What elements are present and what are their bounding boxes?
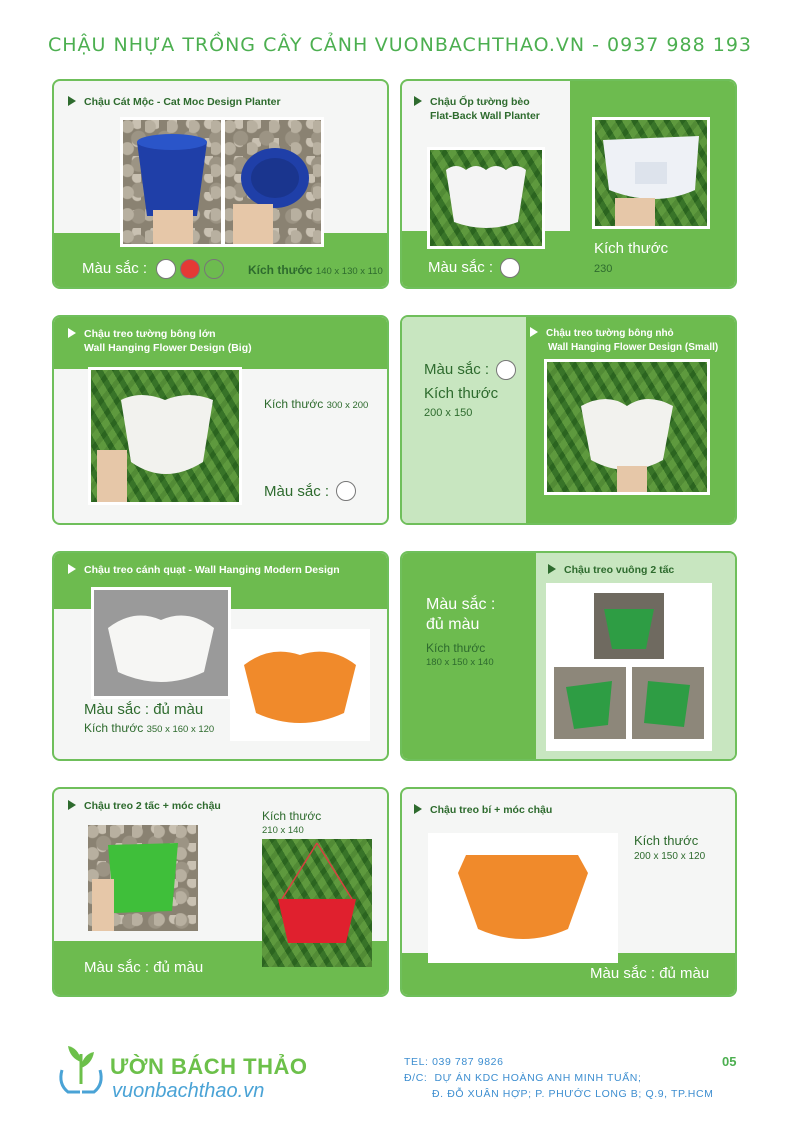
product-photo [230, 629, 370, 741]
color-label: Màu sắc : đủ màu [426, 596, 496, 633]
color-label: Màu sắc : [428, 259, 494, 276]
product-card-2tac [52, 787, 389, 997]
triangle-bullet-icon [548, 564, 556, 574]
size-value: 210 x 140 [262, 825, 304, 836]
color-swatch-icon [156, 259, 176, 279]
product-card-bi [400, 787, 737, 997]
product-photo [222, 117, 324, 247]
size-value: 200 x 150 x 120 [634, 851, 706, 862]
product-title: Chậu treo bí + móc chậu [414, 803, 552, 817]
address-line-1: DỰ ÁN KDC HOÀNG ANH MINH TUẤN; [434, 1072, 642, 1084]
product-card-flower-small [400, 315, 737, 525]
product-title: Chậu treo tường bông nhỏ Wall Hanging Flower Design (Small) [530, 327, 718, 355]
product-photo-panel [546, 583, 712, 751]
product-title: Chậu Ốp tường bèo Flat-Back Wall Planter [414, 95, 540, 123]
product-card-cat-moc [52, 79, 389, 289]
contact-tel: TEL: 039 787 9826 [404, 1056, 504, 1068]
color-label: Màu sắc : [424, 361, 490, 378]
color-label: Màu sắc : đủ màu [590, 965, 710, 982]
product-photo [262, 839, 372, 967]
contact-info [404, 1054, 714, 1102]
triangle-bullet-icon [68, 328, 76, 338]
size-label: Kích thước 350 x 160 x 120 [84, 721, 215, 735]
product-title: Chậu treo cánh quạt - Wall Hanging Modern Design [68, 563, 340, 577]
triangle-bullet-icon [68, 96, 76, 106]
color-swatch-icon [496, 360, 516, 380]
size-label: Kích thước [634, 833, 699, 848]
product-title: Chậu treo vuông 2 tấc [548, 563, 674, 577]
page-header [48, 34, 752, 56]
triangle-bullet-icon [414, 804, 422, 814]
card-band [402, 553, 536, 759]
triangle-bullet-icon [68, 800, 76, 810]
color-label: Màu sắc : [82, 260, 148, 277]
size-value: 140 x 130 x 110 [315, 266, 383, 277]
size-value: 350 x 160 x 120 [146, 724, 215, 735]
triangle-bullet-icon [414, 96, 422, 106]
product-title: Chậu treo tường bông lớn Wall Hanging Flower Design (Big) [68, 327, 252, 355]
address-line-2: Đ. ĐỖ XUÂN HỢP; P. PHƯỚC LONG B; Q.9, TP.HCM [432, 1088, 714, 1100]
product-card-flower-big [52, 315, 389, 525]
product-photo [88, 367, 242, 505]
product-card-modern [52, 551, 389, 761]
color-swatch-icon [500, 258, 520, 278]
triangle-bullet-icon [68, 564, 76, 574]
product-photo [427, 147, 545, 249]
size-label: Kích thước 140 x 130 x 110 [248, 263, 383, 277]
product-title: Chậu treo 2 tấc + móc chậu [68, 799, 221, 813]
size-value: 230 [594, 263, 613, 275]
product-photo [592, 117, 710, 229]
header-contact: VUONBACHTHAO.VN - 0937 988 193 [374, 34, 752, 56]
triangle-bullet-icon [530, 327, 538, 337]
size-value: 300 x 200 [326, 400, 369, 411]
color-label: Màu sắc : đủ màu [84, 959, 204, 976]
brand-site: vuonbachthao.vn [112, 1080, 265, 1102]
size-value: 200 x 150 [424, 407, 473, 419]
size-label: Kích thước [262, 809, 322, 823]
size-label: Kích thước [424, 385, 499, 402]
hands-plant-logo-icon [54, 1040, 108, 1096]
size-label: Kích thước [594, 240, 669, 257]
header-title: CHẬU NHỰA TRỒNG CÂY CẢNH [48, 34, 369, 56]
color-label: Màu sắc : [264, 483, 330, 500]
product-photo [88, 825, 198, 931]
brand-name: ƯỜN BÁCH THẢO [110, 1054, 308, 1079]
product-title: Chậu Cát Mộc - Cat Moc Design Planter [68, 95, 281, 109]
product-photo [428, 833, 618, 963]
product-photo [544, 359, 710, 495]
color-label: Màu sắc : đủ màu [84, 701, 204, 718]
color-swatch-icon [336, 481, 356, 501]
address-label: Đ/C: [404, 1072, 428, 1084]
product-card-flat-back [400, 79, 737, 289]
product-photo [91, 587, 231, 699]
color-swatch-icon [204, 259, 224, 279]
size-value: 180 x 150 x 140 [426, 657, 494, 668]
color-swatch-icon [180, 259, 200, 279]
page-number: 05 [722, 1054, 737, 1069]
product-photo [120, 117, 224, 247]
product-card-square [400, 551, 737, 761]
card-band [402, 317, 526, 523]
size-label: Kích thước [426, 641, 486, 655]
size-label: Kích thước 300 x 200 [264, 397, 369, 411]
